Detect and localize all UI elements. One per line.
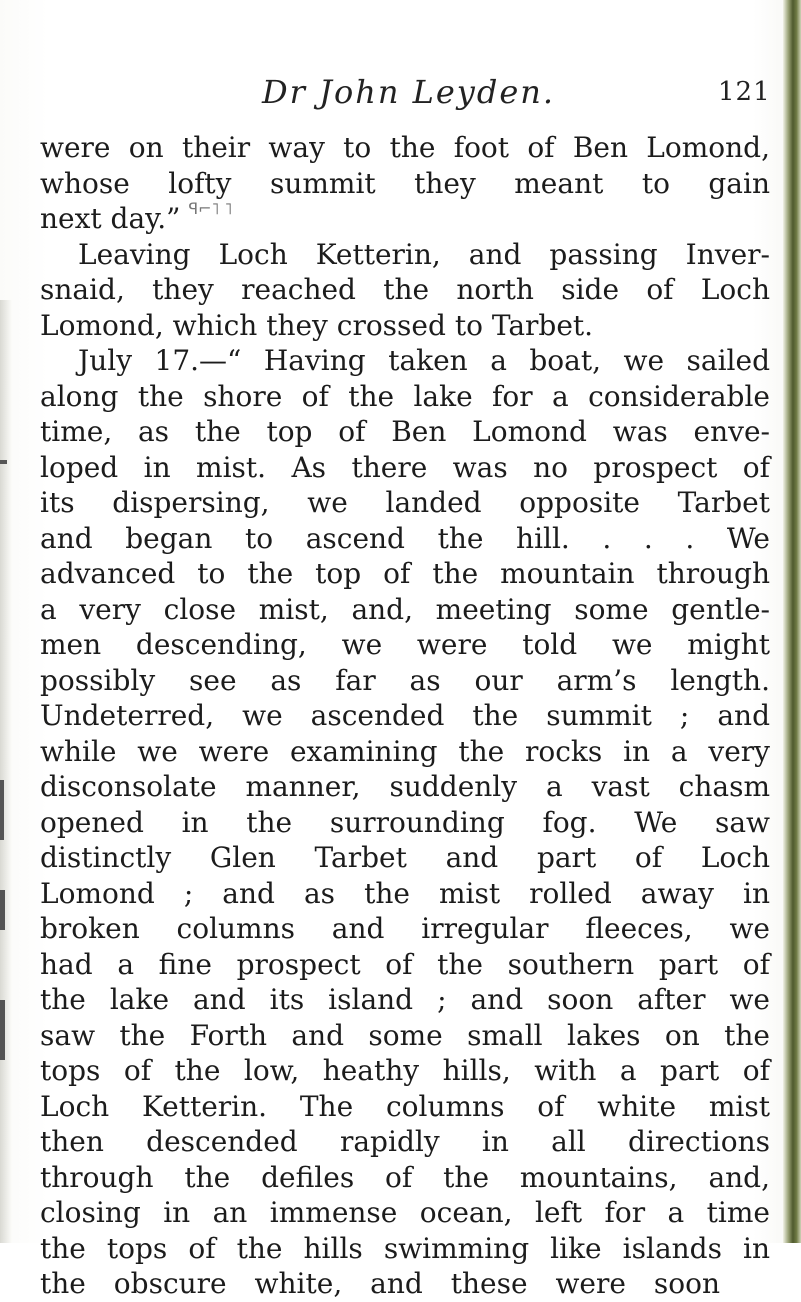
text-line: loped in mist. As there was no prospect of [40,450,770,484]
running-title: Dr John Leyden. [262,73,556,111]
text-line: were on their way to the foot of Ben Lomond, [40,131,770,164]
page-number: 121 [718,77,771,107]
text-line: next day.” [40,202,181,235]
text-line: Loch Ketterin. The columns of white mist [40,1089,770,1123]
text-line: snaid, they reached the north side of Loch [40,273,770,306]
text-line: its dispersing, we landed opposite Tarbet [40,486,770,519]
gutter-mark [0,1000,5,1060]
text-line: closing in an immense ocean, left for a time [40,1196,770,1229]
gutter-mark [0,780,4,840]
text-line: possibly see as far as our arm’s length. [40,663,770,697]
text-line: tops of the low, heathy hills, with a part of [40,1054,770,1087]
text-line: broken columns and irregular fleeces, we [40,912,770,945]
page-edge-binding [783,0,801,1243]
text-line: had a fine prospect of the southern part of [40,947,770,981]
text-line: Lomond ; and as the mist rolled away in [40,876,770,910]
text-line: Undeterred, we ascended the summit ; and [40,699,770,732]
text-line: saw the Forth and some small lakes on the [40,1018,770,1052]
text-line: a very close mist, and, meeting some gentle- [40,592,770,626]
text-line: Lomond, which they crossed to Tarbet. [40,308,594,342]
text-line: along the shore of the lake for a considerable [40,379,770,413]
text-line: and began to ascend the hill. . . . We [40,521,770,555]
text-line: whose lofty summit they meant to gain [40,166,770,200]
page-gutter-shadow [0,300,12,1243]
text-line: July 17.—“ Having taken a boat, we sailed [78,344,770,377]
text-line: advanced to the top of the mountain through [40,557,770,590]
text-line: the obscure white, and these were soon [40,1267,720,1300]
text-line: distinctly Glen Tarbet and part of Loch [40,841,770,874]
text-line-with-annotation [40,201,770,237]
gutter-mark [0,890,5,930]
text-line: Leaving Loch Ketterin, and passing Inver- [78,237,770,271]
text-line: while we were examining the rocks in a very [40,734,770,768]
gutter-mark [0,460,7,464]
text-line: the tops of the hills swimming like islands in [40,1231,770,1265]
text-line: men descending, we were told we might [40,628,770,661]
text-line: disconsolate manner, suddenly a vast chasm [40,770,770,803]
text-line: through the defiles of the mountains, and, [40,1160,770,1194]
text-line: opened in the surrounding fog. We saw [40,805,770,839]
text-line: then descended rapidly in all directions [40,1125,770,1158]
text-line: the lake and its island ; and soon after we [40,983,770,1016]
text-line: time, as the top of Ben Lomond was enve- [40,415,770,448]
body-paragraph [40,130,770,1302]
running-head [0,73,801,113]
margin-annotation: ꟼ⌐˥ ˥ [188,199,233,218]
